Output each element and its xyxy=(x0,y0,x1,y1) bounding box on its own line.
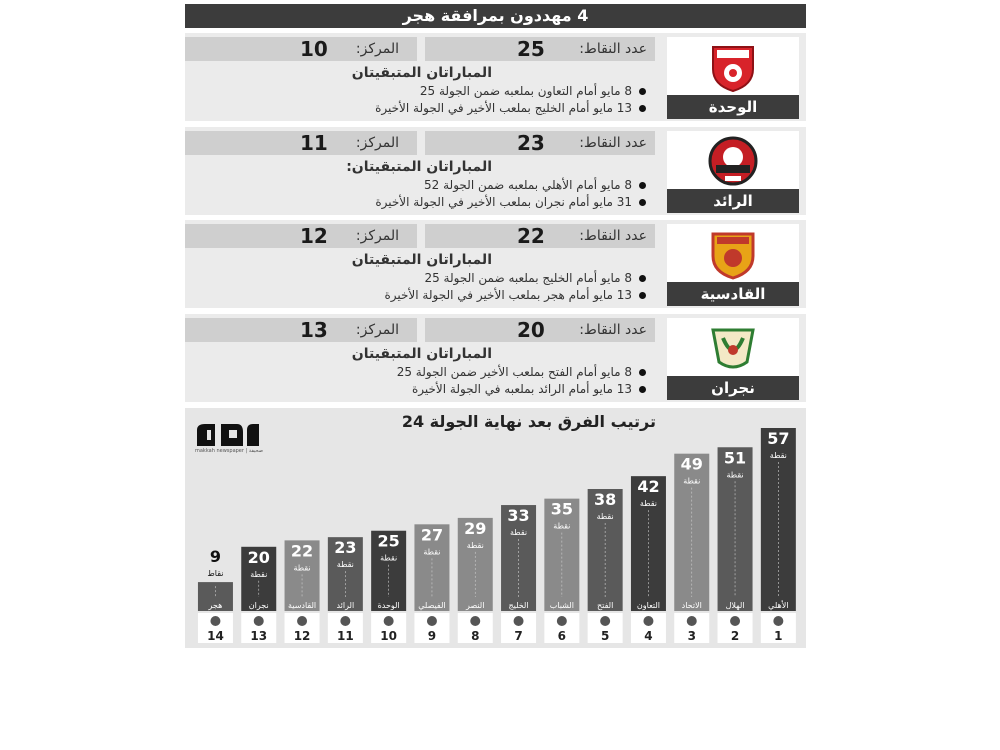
team-logo-icon xyxy=(514,616,524,626)
points-box xyxy=(425,224,655,248)
points-value: 23 xyxy=(517,131,545,155)
team-logo-icon xyxy=(773,616,783,626)
rank-box xyxy=(185,131,417,155)
team-logo xyxy=(667,37,799,95)
value-label: 20 xyxy=(247,547,270,567)
page-title: 4 مهددون بمرافقة هجر xyxy=(185,4,806,28)
team-logo-icon xyxy=(687,616,697,626)
value-label: 51 xyxy=(723,448,747,468)
team-label: القادسية xyxy=(287,601,317,610)
match-list xyxy=(375,83,646,117)
value-label: 33 xyxy=(507,506,530,526)
rank-label: 7 xyxy=(514,629,523,643)
team-logo xyxy=(667,318,799,376)
rank-value: 13 xyxy=(300,318,328,342)
points-value: 22 xyxy=(517,224,545,248)
unit-label: نقطة xyxy=(336,560,354,570)
team-logo-icon xyxy=(254,616,264,626)
team-name: نجران xyxy=(667,376,799,400)
team-label: نجران xyxy=(248,601,269,610)
rank-value: 10 xyxy=(300,37,328,61)
rank-box xyxy=(185,37,417,61)
match-item: 13 مايو أمام هجر بملعب الأخير في الجولة الأخيرة xyxy=(384,287,646,304)
match-list xyxy=(375,177,646,211)
team-logo xyxy=(667,224,799,282)
team-label: الاتحاد xyxy=(681,601,702,610)
team-label: الوحدة xyxy=(377,601,400,610)
team-label: النصر xyxy=(466,601,485,610)
rank-label: المركز: xyxy=(355,41,399,57)
match-item: 13 مايو أمام الخليج بملعب الأخير في الجولة الأخيرة xyxy=(375,100,646,117)
match-item: 8 مايو أمام التعاون بملعبه ضمن الجولة 25 xyxy=(375,83,646,100)
match-item: 8 مايو أمام الخليج بملعبه ضمن الجولة 25 xyxy=(384,270,646,287)
value-label: 57 xyxy=(767,429,790,448)
value-label: 35 xyxy=(550,499,573,519)
points-label: عدد النقاط: xyxy=(579,135,647,151)
value-label: 38 xyxy=(594,490,617,509)
unit-label: نقطة xyxy=(380,553,398,563)
points-label: عدد النقاط: xyxy=(579,322,647,338)
najran-crest-icon xyxy=(707,322,759,374)
rank-label: 4 xyxy=(644,629,653,643)
team-name: الوحدة xyxy=(667,95,799,119)
unit-label: نقاط xyxy=(207,569,224,579)
rank-label: 14 xyxy=(207,629,224,643)
team-logo-icon xyxy=(340,616,350,626)
team-logo xyxy=(667,131,799,189)
standings-bars xyxy=(185,408,806,648)
unit-label: نقطة xyxy=(553,521,571,531)
remaining-matches-title: المباراتان المتبقيتان xyxy=(351,346,492,362)
rank-value: 12 xyxy=(300,224,328,248)
points-value: 20 xyxy=(517,318,545,342)
value-label: 49 xyxy=(680,454,703,474)
rank-label: 3 xyxy=(687,629,696,643)
unit-label: نقطة xyxy=(769,451,787,460)
match-item: 31 مايو أمام نجران بملعب الأخير في الجولة الأخيرة xyxy=(375,194,646,211)
points-label: عدد النقاط: xyxy=(579,228,647,244)
rank-label: 13 xyxy=(250,629,268,643)
value-label: 29 xyxy=(464,518,487,538)
team-logo-icon xyxy=(210,616,220,626)
match-item: 8 مايو أمام الفتح بملعب الأخير ضمن الجولة 25 xyxy=(397,364,646,381)
team-card-najran xyxy=(185,314,806,402)
rank-label: المركز: xyxy=(355,228,399,244)
team-logo-icon xyxy=(643,616,653,626)
team-logo-icon xyxy=(470,616,480,626)
unit-label: نقطة xyxy=(293,563,311,573)
wahda-crest-icon xyxy=(707,41,759,93)
team-card-raed xyxy=(185,127,806,215)
unit-label: نقطة xyxy=(639,499,658,509)
rank-label: 6 xyxy=(557,629,567,643)
chart-title: ترتيب الفرق بعد نهاية الجولة 24 xyxy=(401,412,656,431)
qadsiah-crest-icon xyxy=(707,228,759,280)
remaining-matches-title: المباراتان المتبقيتان: xyxy=(346,159,492,175)
match-item: 13 مايو أمام الرائد بملعبه في الجولة الأخيرة xyxy=(397,381,646,398)
points-box xyxy=(425,131,655,155)
value-label: 23 xyxy=(334,538,357,558)
remaining-matches-title: المباراتان المتبقيتان xyxy=(351,65,492,81)
team-logo-icon xyxy=(730,616,740,626)
value-label: 27 xyxy=(420,525,444,545)
team-card-wahda xyxy=(185,33,806,121)
rank-label: المركز: xyxy=(355,135,399,151)
unit-label: نقطة xyxy=(509,528,528,538)
raed-crest-icon xyxy=(707,135,759,187)
points-box xyxy=(425,318,655,342)
rank-label: 10 xyxy=(380,629,398,643)
rank-label: 12 xyxy=(293,629,311,643)
team-name: القادسية xyxy=(667,282,799,306)
team-name: الرائد xyxy=(667,189,799,213)
team-logo-icon xyxy=(600,616,610,626)
team-logo-icon xyxy=(557,616,567,626)
unit-label: نقطة xyxy=(726,470,744,480)
standings-chart xyxy=(185,408,806,648)
team-card-qadsiah xyxy=(185,220,806,308)
team-logo-icon xyxy=(297,616,307,626)
value-label: 9 xyxy=(209,547,222,567)
rank-label: 8 xyxy=(471,629,480,643)
match-list xyxy=(397,364,646,398)
team-label: الشباب xyxy=(549,601,574,610)
team-label: الخليج xyxy=(508,601,529,610)
value-label: 22 xyxy=(290,541,314,561)
team-label: التعاون xyxy=(636,601,661,610)
rank-label: 9 xyxy=(427,629,437,643)
team-label: هجر xyxy=(208,601,223,610)
unit-label: نقطة xyxy=(466,540,484,550)
team-label: الفتح xyxy=(597,601,614,610)
brand-caption: makkah newspaper | صحيفة xyxy=(195,448,264,454)
team-label: الفيصلي xyxy=(418,601,446,610)
rank-box xyxy=(185,224,417,248)
unit-label: نقطة xyxy=(250,569,268,579)
infographic xyxy=(185,2,806,648)
remaining-matches-title: المباراتان المتبقيتان xyxy=(351,252,492,268)
value-label: 42 xyxy=(637,477,660,497)
rank-label: 5 xyxy=(600,629,610,643)
team-label: الأهلي xyxy=(768,601,789,610)
match-list xyxy=(384,270,646,304)
team-label: الرائد xyxy=(336,601,355,610)
points-box xyxy=(425,37,655,61)
unit-label: نقطة xyxy=(596,512,614,521)
team-logo-icon xyxy=(384,616,394,626)
unit-label: نقطة xyxy=(423,547,441,557)
rank-label: 1 xyxy=(774,629,783,643)
rank-label: 11 xyxy=(336,629,354,643)
rank-label: المركز: xyxy=(355,322,399,338)
match-item: 8 مايو أمام الأهلي بملعبه ضمن الجولة 52 xyxy=(375,177,646,194)
rank-box xyxy=(185,318,417,342)
points-label: عدد النقاط: xyxy=(579,41,647,57)
points-value: 25 xyxy=(517,37,545,61)
value-label: 25 xyxy=(377,531,400,551)
unit-label: نقطة xyxy=(683,476,701,486)
team-label: الهلال xyxy=(725,601,745,610)
rank-label: 2 xyxy=(730,629,740,643)
rank-value: 11 xyxy=(300,131,328,155)
team-logo-icon xyxy=(427,616,437,626)
